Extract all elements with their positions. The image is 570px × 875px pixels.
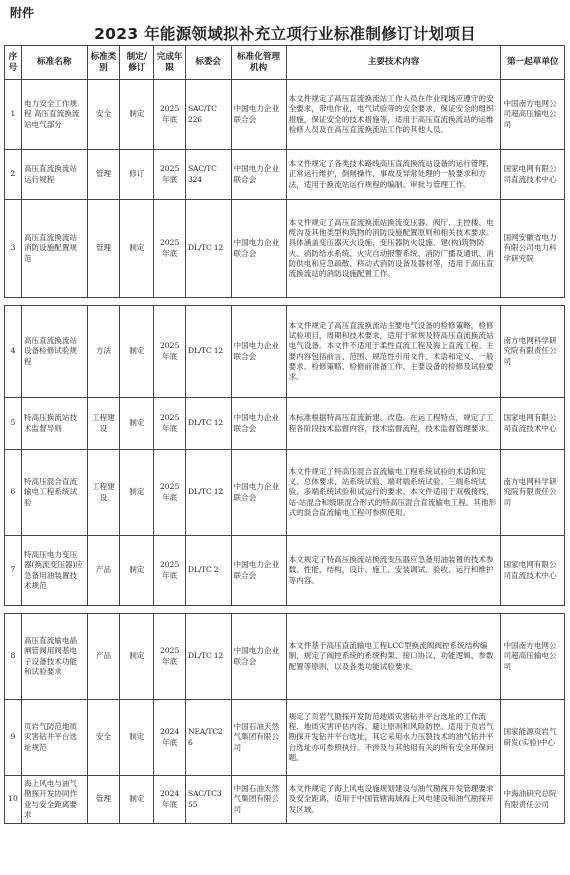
cell-committee: SAC/TC3 55	[186, 776, 232, 824]
table-row	[5, 150, 565, 200]
cell-year: 2025年底	[154, 80, 186, 150]
header-name: 标准名称	[21, 46, 87, 80]
cell-content: 本文件规定了高压直流换流站主要电气设备的检修策略，检修试验项目，周期和技术要求，适用于常规及特高压直流换流站电气设备。本文件不适用于柔性直流工程及海上直流工程。主要内容包括前言、范围、规范性引用文件、术语和定义、一般要求、检修策略、检修前准备工作、主要设备的检修及试验要求。	[286, 306, 501, 398]
cell-category: 产品	[87, 614, 120, 700]
cell-org: 中国电力企业联合会	[231, 306, 286, 398]
section-gap	[5, 298, 565, 306]
cell-name: 特高压混合直流输电工程系统试验	[21, 450, 87, 536]
cell-year: 2025年底	[154, 536, 186, 606]
cell-seq: 10	[5, 776, 22, 824]
header-seq: 序号	[5, 46, 22, 80]
cell-committee: DL/TC 2	[186, 536, 232, 606]
cell-committee: SAC/TC 324	[186, 150, 232, 200]
header-type: 制定/修订	[120, 46, 154, 80]
table-row	[5, 536, 565, 606]
cell-seq: 7	[5, 536, 22, 606]
cell-content: 本文件规定了高压直流换流站工作人员在作业现场应遵守的安全要求，带电作业，电气试验等的安全要求，保证安全的组织措施，保证安全的技术措施等，适用于高压直流换流站的运维检修人员及在高压直流换流站工作的其他人员。	[286, 80, 501, 150]
cell-name: 电力安全工作规程 高压直流换流站电气部分	[21, 80, 87, 150]
section-gap	[5, 606, 565, 614]
table-row	[5, 306, 565, 398]
cell-category: 工程建设	[87, 450, 120, 536]
cell-content: 本文件规定了各类技术路线高压直流换流站设备的运行管理，正常运行维护，倒闸操作，事故及异常处理的一般要求和方法，适用于换流站运行规程的编制、审批与管理工作。	[286, 150, 501, 200]
cell-category: 产品	[87, 536, 120, 606]
section-gap-cell	[5, 298, 565, 306]
cell-seq: 1	[5, 80, 22, 150]
header-org: 标准化管理机构	[231, 46, 286, 80]
cell-seq: 6	[5, 450, 22, 536]
cell-year: 2024年底	[154, 700, 186, 776]
cell-year: 2025年底	[154, 450, 186, 536]
cell-type: 制定	[120, 306, 154, 398]
cell-drafter: 南方电网科学研究院有限责任公司	[501, 450, 565, 536]
cell-org: 中国电力企业联合会	[231, 150, 286, 200]
cell-category: 管理	[87, 776, 120, 824]
cell-year: 2025年底	[154, 614, 186, 700]
cell-drafter: 国家电网有限公司直流技术中心	[501, 536, 565, 606]
cell-category: 管理	[87, 150, 120, 200]
cell-org: 中国石油天然气集团有限公司	[231, 700, 286, 776]
cell-drafter: 中国南方电网公司超高压输电公司	[501, 80, 565, 150]
cell-drafter: 国家能源页岩气研发(实验)中心	[501, 700, 565, 776]
cell-type: 制定	[120, 700, 154, 776]
table-row	[5, 398, 565, 450]
cell-org: 中国电力企业联合会	[231, 614, 286, 700]
cell-org: 中国电力企业联合会	[231, 398, 286, 450]
section-gap-cell	[5, 606, 565, 614]
cell-seq: 8	[5, 614, 22, 700]
cell-drafter: 国家电网有限公司直流技术中心	[501, 398, 565, 450]
cell-org: 中国电力企业联合会	[231, 80, 286, 150]
cell-category: 方法	[87, 306, 120, 398]
cell-content: 本文规定了特高压换流站换流变压器应急备用油装置的技术参数、性能、结构，设计、施工、安装调试、验收、运行和维护等内容。	[286, 536, 501, 606]
cell-drafter: 中海油研究总院有限责任公司	[501, 776, 565, 824]
cell-category: 安全	[87, 80, 120, 150]
cell-seq: 9	[5, 700, 22, 776]
cell-name: 高压直流换流站运行规程	[21, 150, 87, 200]
cell-year: 2025年底	[154, 200, 186, 298]
cell-drafter: 国家电网有限公司直流技术中心	[501, 150, 565, 200]
cell-type: 制定	[120, 450, 154, 536]
cell-committee: DL/TC 12	[186, 614, 232, 700]
attachment-label: 附件	[10, 6, 35, 20]
cell-name: 海上风电与油气勘探开发协同作业与安全距离要求	[21, 776, 87, 824]
table-row	[5, 700, 565, 776]
cell-committee: SAC/TC 226	[186, 80, 232, 150]
cell-type: 制定	[120, 536, 154, 606]
cell-committee: DL/TC 12	[186, 450, 232, 536]
standards-table	[4, 45, 565, 824]
cell-type: 制定	[120, 776, 154, 824]
table-row	[5, 200, 565, 298]
header-year: 完成年限	[154, 46, 186, 80]
header-row	[5, 46, 565, 80]
cell-seq: 5	[5, 398, 22, 450]
cell-drafter: 国网安徽省电力有限公司电力科学研究院	[501, 200, 565, 298]
cell-org: 中国电力企业联合会	[231, 536, 286, 606]
cell-name: 高压直流换流站设备检修试验规程	[21, 306, 87, 398]
cell-committee: NEA/TC2 6	[186, 700, 232, 776]
table-row	[5, 776, 565, 824]
cell-type: 制定	[120, 200, 154, 298]
cell-org: 中国电力企业联合会	[231, 450, 286, 536]
cell-content: 本文件规定了特高压混合直流输电工程系统试验的术语和定义、总体要求、站系统试验、端对端系统试验、三端系统试验、多端系统试验和试运行的要求。本文件适用于双极接线、站-站混合和级联混合形式的特高压混合直流输电工程。其他形式的混合直流输电工程可参照使用。	[286, 450, 501, 536]
cell-seq: 3	[5, 200, 22, 298]
cell-name: 页岩气防范地质灾害钻井平台选址规范	[21, 700, 87, 776]
cell-name: 特高压换流站技术监督导则	[21, 398, 87, 450]
cell-committee: DL/TC 12	[186, 200, 232, 298]
cell-year: 2024年底	[154, 776, 186, 824]
cell-category: 工程建设	[87, 398, 120, 450]
cell-year: 2025年底	[154, 398, 186, 450]
cell-name: 特高压电力变压器(换流变压器)应急备用油装置技术规范	[21, 536, 87, 606]
cell-category: 安全	[87, 700, 120, 776]
cell-content: 本文件规定了高压直流换流站换流变压器、阀厅、主控楼、电缆沟及其他类型构筑物的消防设施配置原则和相关技术要求。具体涵盖变压器灭火设施、变压器防火设施、建(构)筑物防火、消防给水系统、火灾自动报警系统、消防广播及通讯、消防供电和应急疏散、移动式消防设备及器材等，适用于高压直流换流站的消防设施配置工作。	[286, 200, 501, 298]
table-row	[5, 614, 565, 700]
cell-drafter: 中国南方电网公司超高压输电公司	[501, 614, 565, 700]
cell-type: 制定	[120, 80, 154, 150]
page-title: 2023 年能源领域拟补充立项行业标准制修订计划项目	[94, 25, 476, 43]
header-content: 主要技术内容	[286, 46, 501, 80]
cell-content: 本标准根据特高压直流新建、改造、在运工程特点，规定了工程各阶段技术监督内容，技术监督流程，技术监督管理要求。	[286, 398, 501, 450]
cell-content: 本文件基于高压直流输电工程LCC型换流阀阀控系统结构编制，规定了阀控系统的系统构架、接口协议、功能逻辑、参数配置等原则，以及各类功能试验要求。	[286, 614, 501, 700]
cell-seq: 2	[5, 150, 22, 200]
cell-content: 规定了页岩气勘探开发防范地质灾害钻井平台选址的工作流程、地质灾害评估内容、避让原则和风险防控。适用于页岩气勘探开发钻井平台选址，其它采用水力压裂技术的油气钻井平台选址亦可参照执行。不涉及与其他用有关的所有安全环保问题。	[286, 700, 501, 776]
cell-content: 本文件规定了海上风电设施规划建设与油气勘探开发管理要求及安全距离，适用于中国管辖海域海上风电建设和油气勘探开发区域。	[286, 776, 501, 824]
header-drafter: 第一起草单位	[501, 46, 565, 80]
cell-type: 制定	[120, 614, 154, 700]
header-committee: 标委会	[186, 46, 232, 80]
cell-org: 中国电力企业联合会	[231, 200, 286, 298]
cell-year: 2025年底	[154, 306, 186, 398]
cell-seq: 4	[5, 306, 22, 398]
table-row	[5, 450, 565, 536]
cell-category: 管理	[87, 200, 120, 298]
cell-type: 修订	[120, 150, 154, 200]
cell-committee: DL/TC 12	[186, 306, 232, 398]
cell-drafter: 南方电网科学研究院有限责任公司	[501, 306, 565, 398]
cell-org: 中国石油天然气集团有限公司	[231, 776, 286, 824]
cell-type: 制定	[120, 398, 154, 450]
cell-committee: DL/TC 12	[186, 398, 232, 450]
cell-name: 高压直流输电晶闸管阀用阀基电子设备技术功能和试验要求	[21, 614, 87, 700]
table-row	[5, 80, 565, 150]
cell-year: 2025年底	[154, 150, 186, 200]
header-category: 标准类别	[87, 46, 120, 80]
cell-name: 高压直流换流站消防设施配置规范	[21, 200, 87, 298]
